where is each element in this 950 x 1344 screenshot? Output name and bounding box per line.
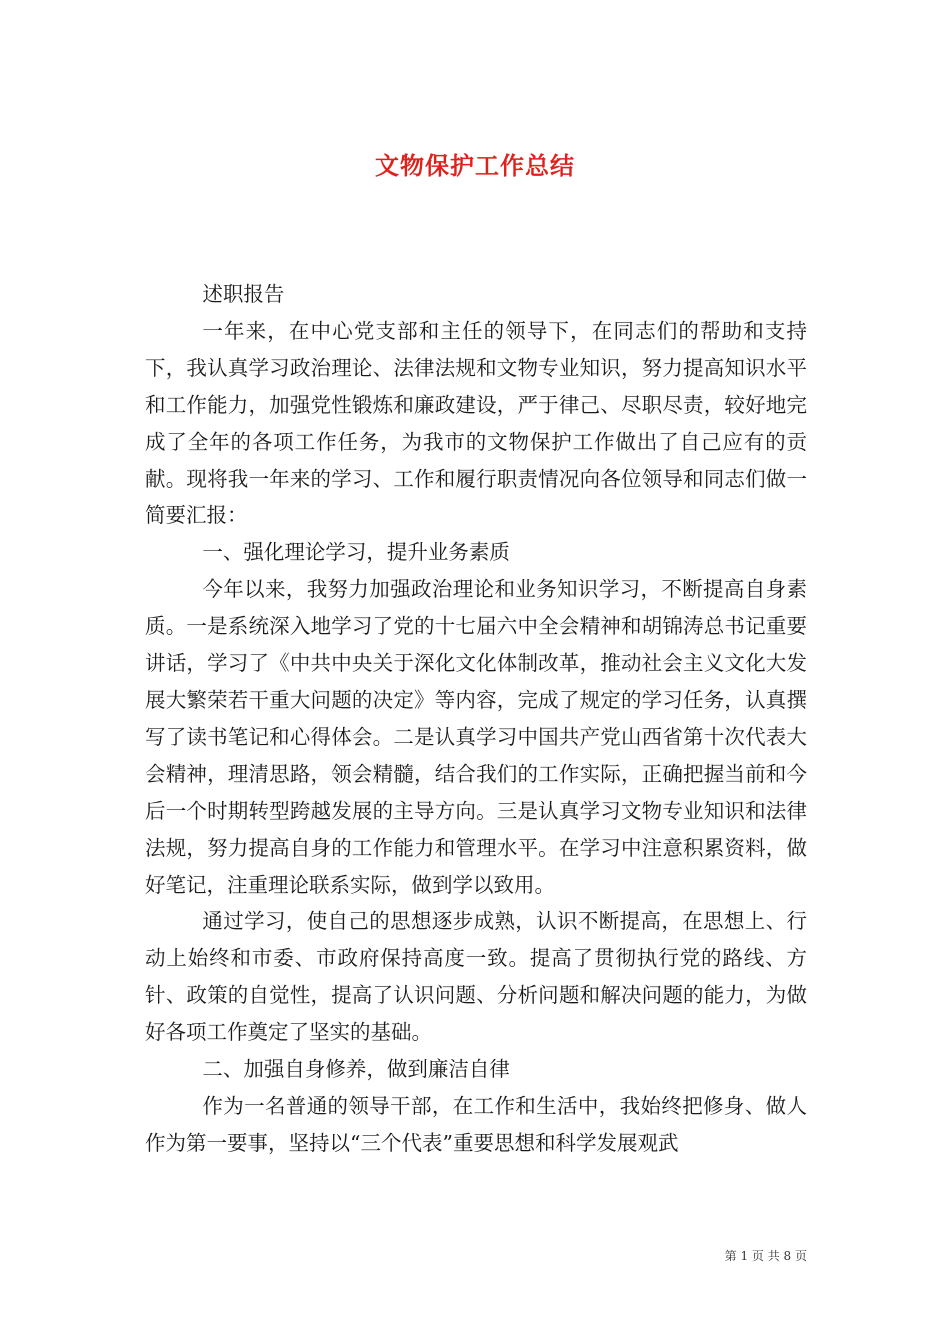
paragraph-study-result: 通过学习，使自己的思想逐步成熟，认识不断提高，在思想上、行动上始终和市委、市政府保持高度一致。提高了贯彻执行党的路线、方针、政策的自觉性，提高了认识问题、分析问题和解决问题的能力，为做好各项工作奠定了坚实的基础。: [145, 909, 807, 1045]
document-body: [145, 276, 807, 1162]
document-title: 文物保护工作总结: [375, 151, 575, 181]
section-heading-1: 一、强化理论学习，提升业务素质: [202, 540, 510, 565]
page-number: 第 1 页 共 8 页: [724, 1249, 807, 1263]
paragraph-study: 今年以来，我努力加强政治理论和业务知识学习，不断提高自身素质。一是系统深入地学习了党的十七届六中全会精神和胡锦涛总书记重要讲话，学习了《中共中央关于深化文化体制改革，推动社会主义文化大发展大繁荣若干重大问题的决定》等内容，完成了规定的学习任务，认真撰写了读书笔记和心得体会。二是认真学习中国共产党山西省第十次代表大会精神，理清思路，领会精髓，结合我们的工作实际，正确把握当前和今后一个时期转型跨越发展的主导方向。三是认真学习文物专业知识和法律法规，努力提高自身的工作能力和管理水平。在学习中注意积累资料，做好笔记，注重理论联系实际，做到学以致用。: [145, 577, 807, 897]
paragraph-intro: 一年来，在中心党支部和主任的领导下，在同志们的帮助和支持下，我认真学习政治理论、法律法规和文物专业知识，努力提高知识水平和工作能力，加强党性锻炼和廉政建设，严于律己、尽职尽责，较好地完成了全年的各项工作任务，为我市的文物保护工作做出了自己应有的贡献。现将我一年来的学习、工作和履行职责情况向各位领导和同志们做一简要汇报：: [145, 318, 807, 528]
paragraph-self-discipline: 作为一名普通的领导干部，在工作和生活中，我始终把修身、做人作为第一要事，坚持以“三个代表”重要思想和科学发展观武: [145, 1093, 807, 1155]
section-heading-2: 二、加强自身修养，做到廉洁自律: [202, 1057, 510, 1082]
paragraph-report-label: 述职报告: [202, 282, 285, 306]
